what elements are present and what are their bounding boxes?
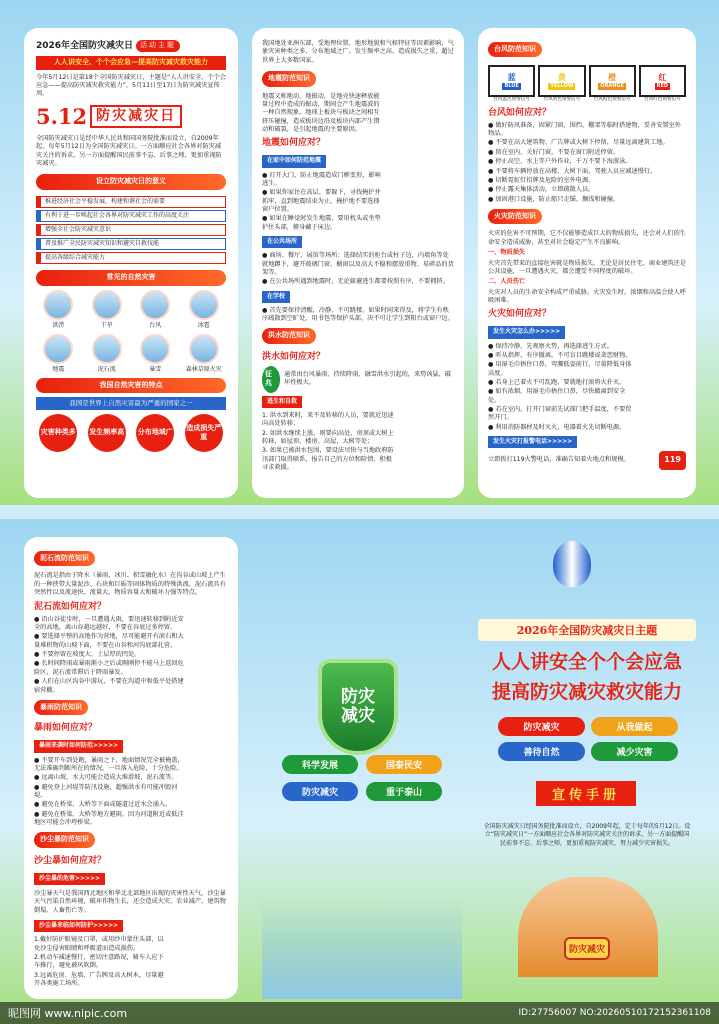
panel-typhoon-fire: [478, 28, 696, 498]
disaster-item: [85, 290, 130, 330]
feature-circle: 造成损失严重: [185, 414, 223, 452]
storm-item: ● 避免在桥梁、大桥等地方避雨，因为河道附近或低洼地区可能会冲垮桥梁。: [34, 810, 184, 827]
disaster-item: [85, 334, 130, 374]
warning-en: ORANGE: [600, 83, 624, 90]
fire-sub2-body: 火灾对人员的生命安全构成严重威胁。火灾发生时，浓烟和高温会使人呼吸困难。: [488, 288, 686, 304]
disaster-label: 暴雪: [149, 365, 162, 373]
feature-circle: 分布地域广: [136, 414, 174, 452]
warning-en: RED: [656, 83, 669, 90]
home-item: ● 打开大门，防止地震造成门框变形，影响逃生。: [262, 171, 381, 187]
big-title: 防灾减灾日: [90, 105, 182, 128]
disaster-item: [182, 290, 227, 330]
quake-title: 地震防范知识: [262, 71, 316, 86]
disaster-label: 台风: [149, 321, 162, 329]
fire-question: 火灾如何应对？: [488, 309, 552, 320]
storm-label: 暴雨来袭时如何防范>>>>>: [34, 740, 123, 752]
meaning-item: 普及推广全民防灾减灾知识和避灾自救技能: [36, 238, 226, 250]
public-label: 在公共场所: [262, 236, 302, 248]
watermark-site: 昵图网 www.nipic.com: [8, 1007, 128, 1020]
disaster-label: 洪涝: [52, 321, 65, 329]
intro-body: 全国防灾减灾日是经中华人民共和国国务院批准而设立，自2009年起，每年5月12日为全国防灾减灾日。一方面顺应社会各界对防灾减灾关注的诉求，另一方面提醒国民前事不忘、后事之师，更加重视防灾减灾。: [36, 135, 222, 168]
flood-item: 2. 如洪水继续上涨，则要向高处、房顶或大树上转移，如屋顶、楼房、高屋、大树等处；: [262, 429, 394, 446]
cover-desc: 全国防灾减灾日经国务院批准而设立，自2009年起，定于每年的5月12日。设立“防灾减灾日”一方面顺应社会各界对防灾减灾关注的诉求，另一方面提醒国民前事不忘、后事之师，更加重视防灾减灾，努力减少灾害损失。: [483, 823, 691, 847]
cover-tag: 善待自然: [498, 742, 585, 761]
disaster-image: [92, 290, 122, 320]
storm-item: ● 不要开车到处跑，暴雨之下，地面情况完全被掩盖，无法准确判断所在的情况，一旦落入危险，十分危险。: [34, 756, 184, 772]
flood-question: 洪水如何应对？: [262, 351, 326, 362]
sand-question: 沙尘暴如何应对？: [34, 855, 107, 866]
intro-text: 今年5月12日是第18个全国防灾减灾日，主题是“人人讲安全、个个会应急——提高防灾减灾救灾能力”，5月11日至17日为防灾减灾宣传周。: [36, 73, 226, 98]
fire-body: 火灾的危害不可预期，它不仅能够造成巨大的物质损失，还会对人们的生命安全造成威胁，甚至对社会稳定产生不良影响。: [488, 230, 686, 246]
warning-signal: [538, 65, 585, 103]
brochure-label: 宣传手册: [536, 781, 636, 806]
watermark-id: ID:27756007 NO:20260510172152361108: [518, 1008, 711, 1018]
public-item: ● 商场、餐厅、展馆等场所：选择结实的柜台或柱子边，内墙角等处就地蹲下，避开玻璃门窗、橱窗以及高大不稳和摆放重物、易碎品的货架等。: [262, 252, 454, 276]
feature-circle: 灾害种类多: [39, 414, 77, 452]
warning-note: 台风红色预警信号: [643, 97, 681, 103]
flood-item: 1. 洪水到来时，来不及转移的人员，要就近迅速向高处转移；: [262, 411, 394, 428]
disaster-label: 冰雹: [197, 321, 210, 329]
cover-tag: 从我做起: [591, 717, 678, 736]
typhoon-item: ● 切断霓虹灯招牌及危险的室外电源。: [488, 176, 595, 184]
mid-tag: 防灾减灾: [282, 782, 358, 801]
panel-intro: [24, 28, 238, 498]
cover-tag: 防灾减灾: [498, 717, 585, 736]
flood-sign-label: 征兆: [262, 366, 280, 393]
disaster-image: [43, 334, 73, 364]
meaning-item: 提高各级综合减灾能力: [36, 252, 226, 264]
fire-item: ● 听从指挥，有序撤离，不可盲目跳楼或贪恋财物。: [488, 351, 632, 359]
cover-tags: [498, 717, 678, 761]
warning-note: 台风蓝色预警信号: [493, 97, 530, 103]
sand-title: 沙尘暴防范知识: [34, 832, 95, 847]
typhoon-item: ● 做好防风准备，固紧门窗，围挡，棚架等临时搭建物，妥善安置室外物品。: [488, 121, 681, 138]
fire-item: ● 利用消防器材及时灭火，电器着火先切断电源。: [488, 423, 626, 431]
disaster-item: [36, 334, 81, 374]
mud-items: [34, 616, 185, 695]
warning-signal: [639, 65, 686, 103]
disaster-image: [140, 290, 170, 320]
typhoon-item: ● 不要在高大建筑物、广告牌或大树下停留，尽量远离建筑工地。: [488, 139, 669, 147]
meaning-item: 增强全社会防灾减灾意识: [36, 224, 226, 236]
warning-note: 台风黄色预警信号: [543, 97, 581, 103]
fire-item: ● 用湿毛巾捂住口鼻，弯腰低姿前行，尽量降低身体高度。: [488, 361, 632, 377]
mud-item: ● 沿山谷徒步时，一旦遭遇大雨，要迅速转移到附近安全的高地，离山谷越远越好，不要在谷底过多停留。: [34, 615, 184, 632]
fire-call-label: 发生火灾打报警电话>>>>>: [488, 436, 577, 448]
fire-item: ● 若身上已着火不可乱跑，要就地打滚将火扑灭。: [488, 378, 626, 386]
fire-call: 立即拨打119火警电话，准确告知着火地点和规模。: [488, 456, 630, 464]
typhoon-item: ● 加固港口设施，防止船只走锚、搁浅和碰撞。: [488, 195, 620, 203]
warning-box: [538, 65, 585, 97]
characters-illustration: [518, 877, 658, 977]
disaster-image: [140, 334, 170, 364]
meaning-title: 设立防灾减灾日的意义: [36, 174, 226, 189]
sand-item: 2.机动车减速慢行，密切注意路况，骑车人应下车推行，避免被风吹倒。: [34, 954, 164, 970]
panel-mud-storm-sand: [24, 537, 238, 999]
panel-quake-flood: [252, 28, 464, 498]
disaster-image: [43, 290, 73, 320]
warning-note: 台风橙色预警信号: [593, 97, 631, 103]
disaster-title: 常见的自然灾害: [36, 270, 226, 285]
mud-question: 泥石流如何应对？: [34, 601, 107, 612]
meaning-item: 推进经济社会平稳发展，构建和谐社会的需要: [36, 196, 226, 208]
school-items: [262, 307, 454, 324]
flood-title: 洪水防范知识: [262, 328, 316, 343]
meaning-item: 有利于进一步唤起社会各界对防灾减灾工作的高度关注: [36, 210, 226, 222]
big-date: 5.12: [36, 103, 88, 129]
flood-item: 3. 如果已被洪水包围，要设法尽快与当地政府防汛部门取得联系，报告自己的方位和险情，积极寻求救援。: [262, 447, 394, 472]
typhoon-question: 台风如何应对？: [488, 107, 552, 118]
disaster-label: 泥石流: [97, 365, 116, 373]
features-intro: 我国是世界上自然灾害最为严重的国家之一: [36, 397, 226, 410]
sand-harm: 沙尘暴天气是我国西北地区和华北北部地区出现的灾害性天气，沙尘暴天气污染自然环境，破坏作物生长，还会造成火灾、农业减产、建筑物倒塌、人畜伤亡等。: [34, 890, 226, 914]
disaster-icons: [36, 290, 226, 374]
fire-sub2: 二、人员伤亡: [488, 278, 526, 286]
disaster-item: [133, 290, 178, 330]
feature-circle: 发生频率高: [88, 414, 126, 452]
storm-title: 暴雨防范知识: [34, 700, 88, 715]
home-item: ● 如果在睡觉时发生地震，要用枕头或坐垫护住头部，俯身藏于床边。: [262, 215, 381, 231]
storm-item: ● 远离山坡，水大可能会造成大堆滑坡，泥石流等。: [34, 774, 178, 782]
slogan: 人人讲安全、个个会应急—提高防灾减灾救灾能力: [36, 56, 226, 69]
shield-text: 防灾减灾: [341, 687, 375, 726]
sand-item: 1.戴好防护眼镜及口罩，或用纱巾蒙住头部，以免沙尘侵害眼睛和呼吸道而造成损伤。: [34, 936, 164, 952]
sand-item: 3.远离危房、危墙、广告牌及高大树木，尽量避开各类施工场所。: [34, 971, 164, 988]
geo-para: 我国地处亚洲东部，受地理位置、地形地貌和气候特征等因素影响，气象灾害种类之多、分布地域之广、发生频率之高、造成损失之重，超过世界上大多数国家。: [262, 40, 454, 64]
fire-title: 火灾防范知识: [488, 209, 542, 224]
mud-title: 泥石流防范知识: [34, 551, 95, 566]
mid-tag: 科学发展: [282, 755, 358, 774]
mid-tag: 重于泰山: [366, 782, 442, 801]
fire-items: [488, 343, 637, 433]
public-item: ● 在公共场所遇到地震时，无论躲避逃生都要按照有序，不要拥挤。: [262, 278, 449, 286]
disaster-image: [189, 334, 219, 364]
storm-item: ● 避免登上河堤等防汛设施，超强洪水有可能冲毁河堤。: [34, 783, 178, 799]
mud-body: 泥石流是指由于降水（暴雨、冰川、积雪融化水）在沟谷或山坡上产生的一种挟带大量泥沙、石块和巨砾等固体物质的特殊洪流。泥石流具有突然性以及流速快、流量大、物质容量大和破坏力强等特点。: [34, 572, 226, 597]
cover-theme: 2026年全国防灾减灾日主题: [478, 619, 696, 641]
features-list: [36, 414, 226, 452]
typhoon-items: [488, 122, 686, 204]
theme-tag: 活动主题: [136, 40, 180, 51]
storm-items: [34, 757, 185, 828]
disaster-item: [182, 334, 227, 374]
fire-what-label: 发生火灾怎么办>>>>>: [488, 326, 565, 338]
disaster-image: [92, 334, 122, 364]
sand-items: [34, 936, 170, 988]
features-title: 我国自然灾害的特点: [36, 378, 226, 393]
warning-box: [639, 65, 686, 97]
bottom-sheet: [0, 519, 719, 1024]
disaster-item: [36, 290, 81, 330]
cover-badge: 防灾减灾: [564, 937, 610, 960]
fire-number: 119: [659, 451, 686, 470]
sand-label: 沙尘暴来临如何防护>>>>>: [34, 920, 123, 932]
fire-item: ● 如有浓烟，用湿毛巾捂住口鼻，尽快撤离到安全处。: [488, 388, 626, 404]
typhoon-title: 台风防范知识: [488, 42, 542, 57]
disaster-label: 地震: [52, 365, 65, 373]
warning-label: 橙: [608, 72, 617, 82]
warning-label: 黄: [557, 72, 566, 82]
fire-sub1-body: 火灾首先带来的直接危害就是物质损失。无论是居民住宅、商业建筑还是公共设施，一旦遭遇火灾，都会遭受不同程度的破坏。: [488, 259, 686, 275]
theme-title: 2026年全国防灾减灾日: [36, 41, 134, 51]
flood-escape-label: 逃生和自救: [262, 396, 302, 408]
disaster-image: [189, 290, 219, 320]
shield-badge: [318, 659, 398, 755]
warning-box: [589, 65, 636, 97]
typhoon-item: ● 不要将车辆停放在高楼、大树下面，驾驶人员应减速慢行。: [488, 167, 657, 175]
mud-item: ● 人们在山区沟谷中游玩，不要在沟道中和低平处搭建宿营棚。: [34, 678, 184, 694]
watermark-bar: [0, 1002, 719, 1024]
warning-box: [488, 65, 535, 97]
top-sheet: [0, 0, 719, 505]
storm-question: 暴雨如何应对？: [34, 723, 98, 734]
meaning-list: [36, 196, 226, 264]
sand-harm-label: 沙尘暴的危害>>>>>: [34, 873, 105, 885]
public-items: [262, 252, 454, 286]
warning-label: 红: [658, 72, 667, 82]
warning-signal: [589, 65, 636, 103]
typhoon-item: ● 停止高空、水上等户外作业，千万不要下海游泳。: [488, 158, 632, 166]
cover-tag: 减少灾害: [591, 742, 678, 761]
mud-item: ● 不要停留在坡度大、土层厚的凹处。: [34, 651, 141, 659]
quake-body: 地震又称地动、地振动，是地壳快速释放能量过程中造成的振动，期间会产生地震波的一种自然现象。地球上板块与板块之间相互挤压碰撞，造成板块边沿及板块内部产生错动和破裂，是引起地震的主要原因。: [262, 92, 380, 133]
home-item: ● 如果你家住在高层，要躲下，寻找掩护并抓牢，直到地震结束为止。掩护地不要选择窗户位置。: [262, 189, 381, 213]
mud-item: ● 要选择平整的高地作为营地，尽可能避开有滚石和大量堆积物的山坡下面，不要在山谷和河沟底部扎营。: [34, 633, 184, 649]
warning-en: YELLOW: [550, 83, 574, 90]
disaster-label: 森林草原火灾: [185, 365, 222, 373]
school-label: 在学校: [262, 291, 290, 303]
fire-sub1: 一、物质损失: [488, 249, 526, 257]
home-label: 在家中如何防范地震: [262, 155, 326, 167]
mid-tag: 国泰民安: [366, 755, 442, 774]
disaster-label: 干旱: [100, 321, 113, 329]
storm-item: ● 避免在桥梁、大桥等下面或隧道过近水会涌入。: [34, 801, 172, 809]
mud-item: ● 长时间降雨或暴雨渐小之后或刚刚停不能马上返回危险区，泥石流常滞后于降雨暴发。: [34, 660, 184, 676]
flood-items: [262, 412, 396, 473]
fire-item: ● 若在室内，打开门窗前先试探门把手温度，不要贸然开门。: [488, 406, 632, 422]
cover: [478, 537, 696, 999]
fire-item: ● 保持冷静，先观察火势，再选择逃生方式。: [488, 342, 613, 350]
school-item: ● 首先要保持清醒，冷静，不可跳楼。如果时间来得及，将学生有秩序疏散到空旷处，用书包等保护头部，决不可让学生到阳台或窗户边。: [262, 306, 454, 323]
home-items: [262, 172, 381, 233]
city-skyline: [262, 899, 462, 999]
quake-question: 地震如何应对？: [262, 138, 326, 149]
disaster-item: [133, 334, 178, 374]
warning-signal: [488, 65, 535, 103]
warning-en: BLUE: [504, 83, 519, 90]
cover-line1: 人人讲安全个个会应急: [491, 651, 682, 673]
cover-line2: 提高防灾减灾救灾能力: [491, 681, 682, 703]
typhoon-item: ● 停止露天集体活动，立即疏散人员。: [488, 186, 595, 194]
sheet-gap: [0, 505, 719, 519]
warning-label: 蓝: [507, 72, 516, 82]
balloon-icon: [553, 541, 591, 587]
mid-tags: [282, 755, 442, 801]
warning-signals: [488, 65, 686, 103]
typhoon-item: ● 留在室内，关好门窗，不要在窗口附近停留。: [488, 148, 620, 156]
flood-sign: 通常由台风暴雨、持续降雨、融雪洪水引起的，来势凶猛，破坏性极大。: [284, 371, 452, 387]
